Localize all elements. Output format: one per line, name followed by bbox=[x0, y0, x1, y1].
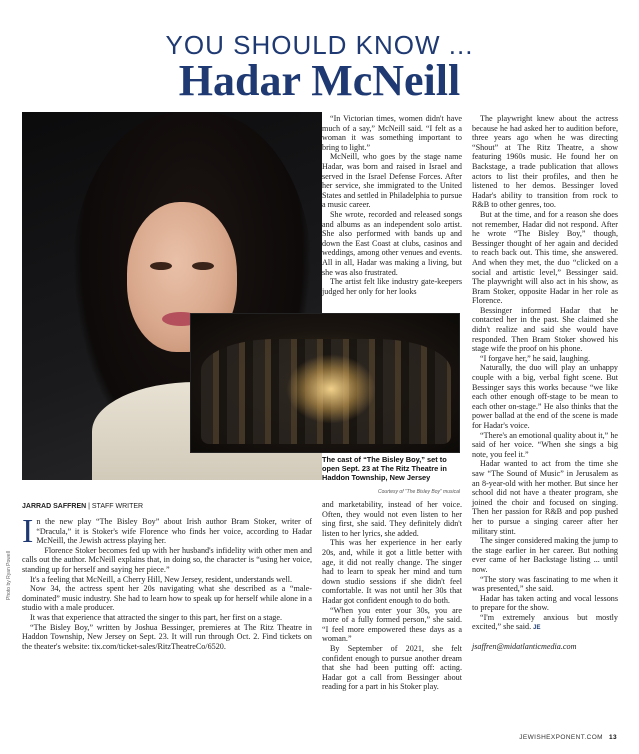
paragraph: “The Bisley Boy,” written by Joshua Bessinger, premieres at The Ritz Theatre in Haddon Township, New Jersey on Sept. 23. It will run through Oct. 2. Find tickets on the theater's website: tix.com/ticket-sales/RitzTheatreCo/6520. bbox=[22, 622, 312, 651]
article-column-3 bbox=[472, 114, 618, 652]
stage-photo-caption: The cast of “The Bisley Boy,” set to open Sept. 23 at The Ritz Theatre in Haddon Township, New Jersey bbox=[322, 455, 447, 482]
paragraph: This was her experience in her early 20s, and, while it got a little better with age, it did not really change. The singer had to learn to speak her mind and turn down studio sessions if she didn't feel comfortable. It was not until her 30s that Hadar got confident enough to do both. bbox=[322, 538, 462, 605]
paragraph: Bessinger informed Hadar that he contacted her in the past. She claimed she didn't realize and said she would have responded. Then Bram Stoker showed his stage wife the proof on his phone. bbox=[472, 305, 618, 354]
paragraph: Now 34, the actress spent her 20s navigating what she described as a “male-dominated” music industry. She had to learn how to speak up for herself while alone in a studio with a male producer. bbox=[22, 584, 312, 613]
paragraph: “I'm extremely anxious but mostly excited,” she said. JE bbox=[472, 612, 618, 632]
article-column-1 bbox=[22, 513, 312, 651]
byline: JARRAD SAFFREN | STAFF WRITER bbox=[22, 503, 144, 510]
byline-name: JARRAD SAFFREN bbox=[22, 503, 87, 510]
paragraph: By September of 2021, she felt confident enough to pursue another dream that she had been putting off: acting. Hadar got a call from Bessinger about reading for a part in his Stoker play. bbox=[322, 643, 462, 692]
paragraph: “In Victorian times, women didn't have much of a say,” McNeill said. “I felt as a woman it was something important to bring to light.” bbox=[322, 114, 462, 152]
paragraph: Hadar wanted to act from the time she saw “The Sound of Music” in Jerusalem as an 8-year-old with her mother. But since her school did not have a theater program, she joined the choir and focused on singing. Then her passion for R&B and pop pushed her to pursue a singing career after her military stint. bbox=[472, 459, 618, 536]
paragraph: Hadar has taken acting and vocal lessons to prepare for the show. bbox=[472, 593, 618, 613]
paragraph: The playwright knew about the actress because he had asked her to audition before, three years ago when he was directing “Shout” at The Ritz Theatre, a show featuring 1960s music. He found her on Backstage, a trade publication that allows actors to list their profiles, and then he listened to her demos. Bessinger loved Hadar's ability to transition from rock to R&B to other genres, too. bbox=[472, 114, 618, 210]
article-column-2-bottom bbox=[322, 500, 462, 692]
stage-photo-credit: Courtesy of “The Bisley Boy” musical bbox=[378, 489, 460, 495]
paragraph: and marketability, instead of her voice. Often, they would not even listen to her sing first, she said. They definitely didn't listen to her lyrics, she added. bbox=[322, 500, 462, 538]
paragraph: The artist felt like industry gate-keepers judged her only for her looks bbox=[322, 277, 462, 296]
article-column-2-top bbox=[322, 114, 462, 296]
paragraph: It's a feeling that McNeill, a Cherry Hill, New Jersey, resident, understands well. bbox=[30, 574, 292, 584]
end-mark: JE bbox=[533, 625, 541, 632]
paragraph: “There's an emotional quality about it,” he said of her voice. “When she sings a big note, you feel it.” bbox=[472, 430, 618, 459]
page-footer bbox=[0, 734, 617, 741]
paragraph: It was that experience that attracted the singer to this part, her first on a stage. bbox=[30, 612, 283, 622]
byline-role: STAFF WRITER bbox=[91, 503, 144, 510]
kicker: YOU SHOULD KNOW ... bbox=[165, 30, 474, 60]
paragraph: “I forgave her,” he said, laughing. bbox=[480, 353, 591, 363]
author-email[interactable]: jsaffren@midatlanticmedia.com bbox=[472, 642, 577, 652]
paragraph: “The story was fascinating to me when it was presented,” she said. bbox=[472, 574, 618, 594]
headline: Hadar McNeill bbox=[178, 56, 461, 105]
paragraph: The singer considered making the jump to the stage earlier in her career. But nothing ever came of her Backstage listing ... until now. bbox=[472, 536, 618, 574]
footer-site[interactable]: JEWISHEXPONENT.COM bbox=[519, 734, 603, 741]
paragraph: “When you enter your 30s, you are more of a fully formed person,” she said. “I feel more empowered these days as a woman.” bbox=[322, 605, 462, 644]
paragraph: Naturally, the duo will play an unhappy couple with a big, verbal fight scene. But Bessinger says this works because “we like each other enough off-stage to be mean to each other on-stage.” He also thinks that the power ballad at the end of the scene is made for Hadar's voice. bbox=[472, 363, 618, 430]
drop-cap: I bbox=[22, 513, 34, 550]
photo-credit: Photo by Ryan Powell bbox=[6, 551, 12, 600]
paragraph: Florence Stoker becomes fed up with her husband's infidelity with other men and calls out the author. McNeill explains that, in doing so, the character is “using her voice, standing up for herself and saying her piece.” bbox=[22, 545, 312, 574]
lead-paragraph: In the new play “The Bisley Boy” about Irish author Bram Stoker, writer of “Dracula,” it is Stoker's wife Florence who finds her voice, according to Hadar McNeill, the Jewish actress playing her. bbox=[22, 513, 312, 550]
paragraph: She wrote, recorded and released songs and albums as an independent solo artist. She also performed with bands up and down the East Coast at clubs, casinos and weddings, among other venues and events. All in all, Hadar was making a living, but she was also frustrated. bbox=[322, 209, 462, 277]
page-number: 13 bbox=[608, 734, 617, 741]
paragraph: But at the time, and for a reason she does not remember, Hadar did not respond. After he wrote “The Bisley Boy,” though, Bessinger thought of her again and decided to reach back out. This time, she answered. And when they met, the duo “clicked on a social and artistic level,” Bessinger said. The playwright will also act in his show, as Bram Stoker, opposite Hadar in her role as Florence. bbox=[472, 209, 618, 306]
stage-cast-photo bbox=[190, 313, 460, 453]
paragraph: McNeill, who goes by the stage name Hadar, was born and raised in Israel and served in the Israel Defense Forces. After her service, she immigrated to the United States and settled in Philadelphia to pursue a music career. bbox=[322, 152, 462, 210]
